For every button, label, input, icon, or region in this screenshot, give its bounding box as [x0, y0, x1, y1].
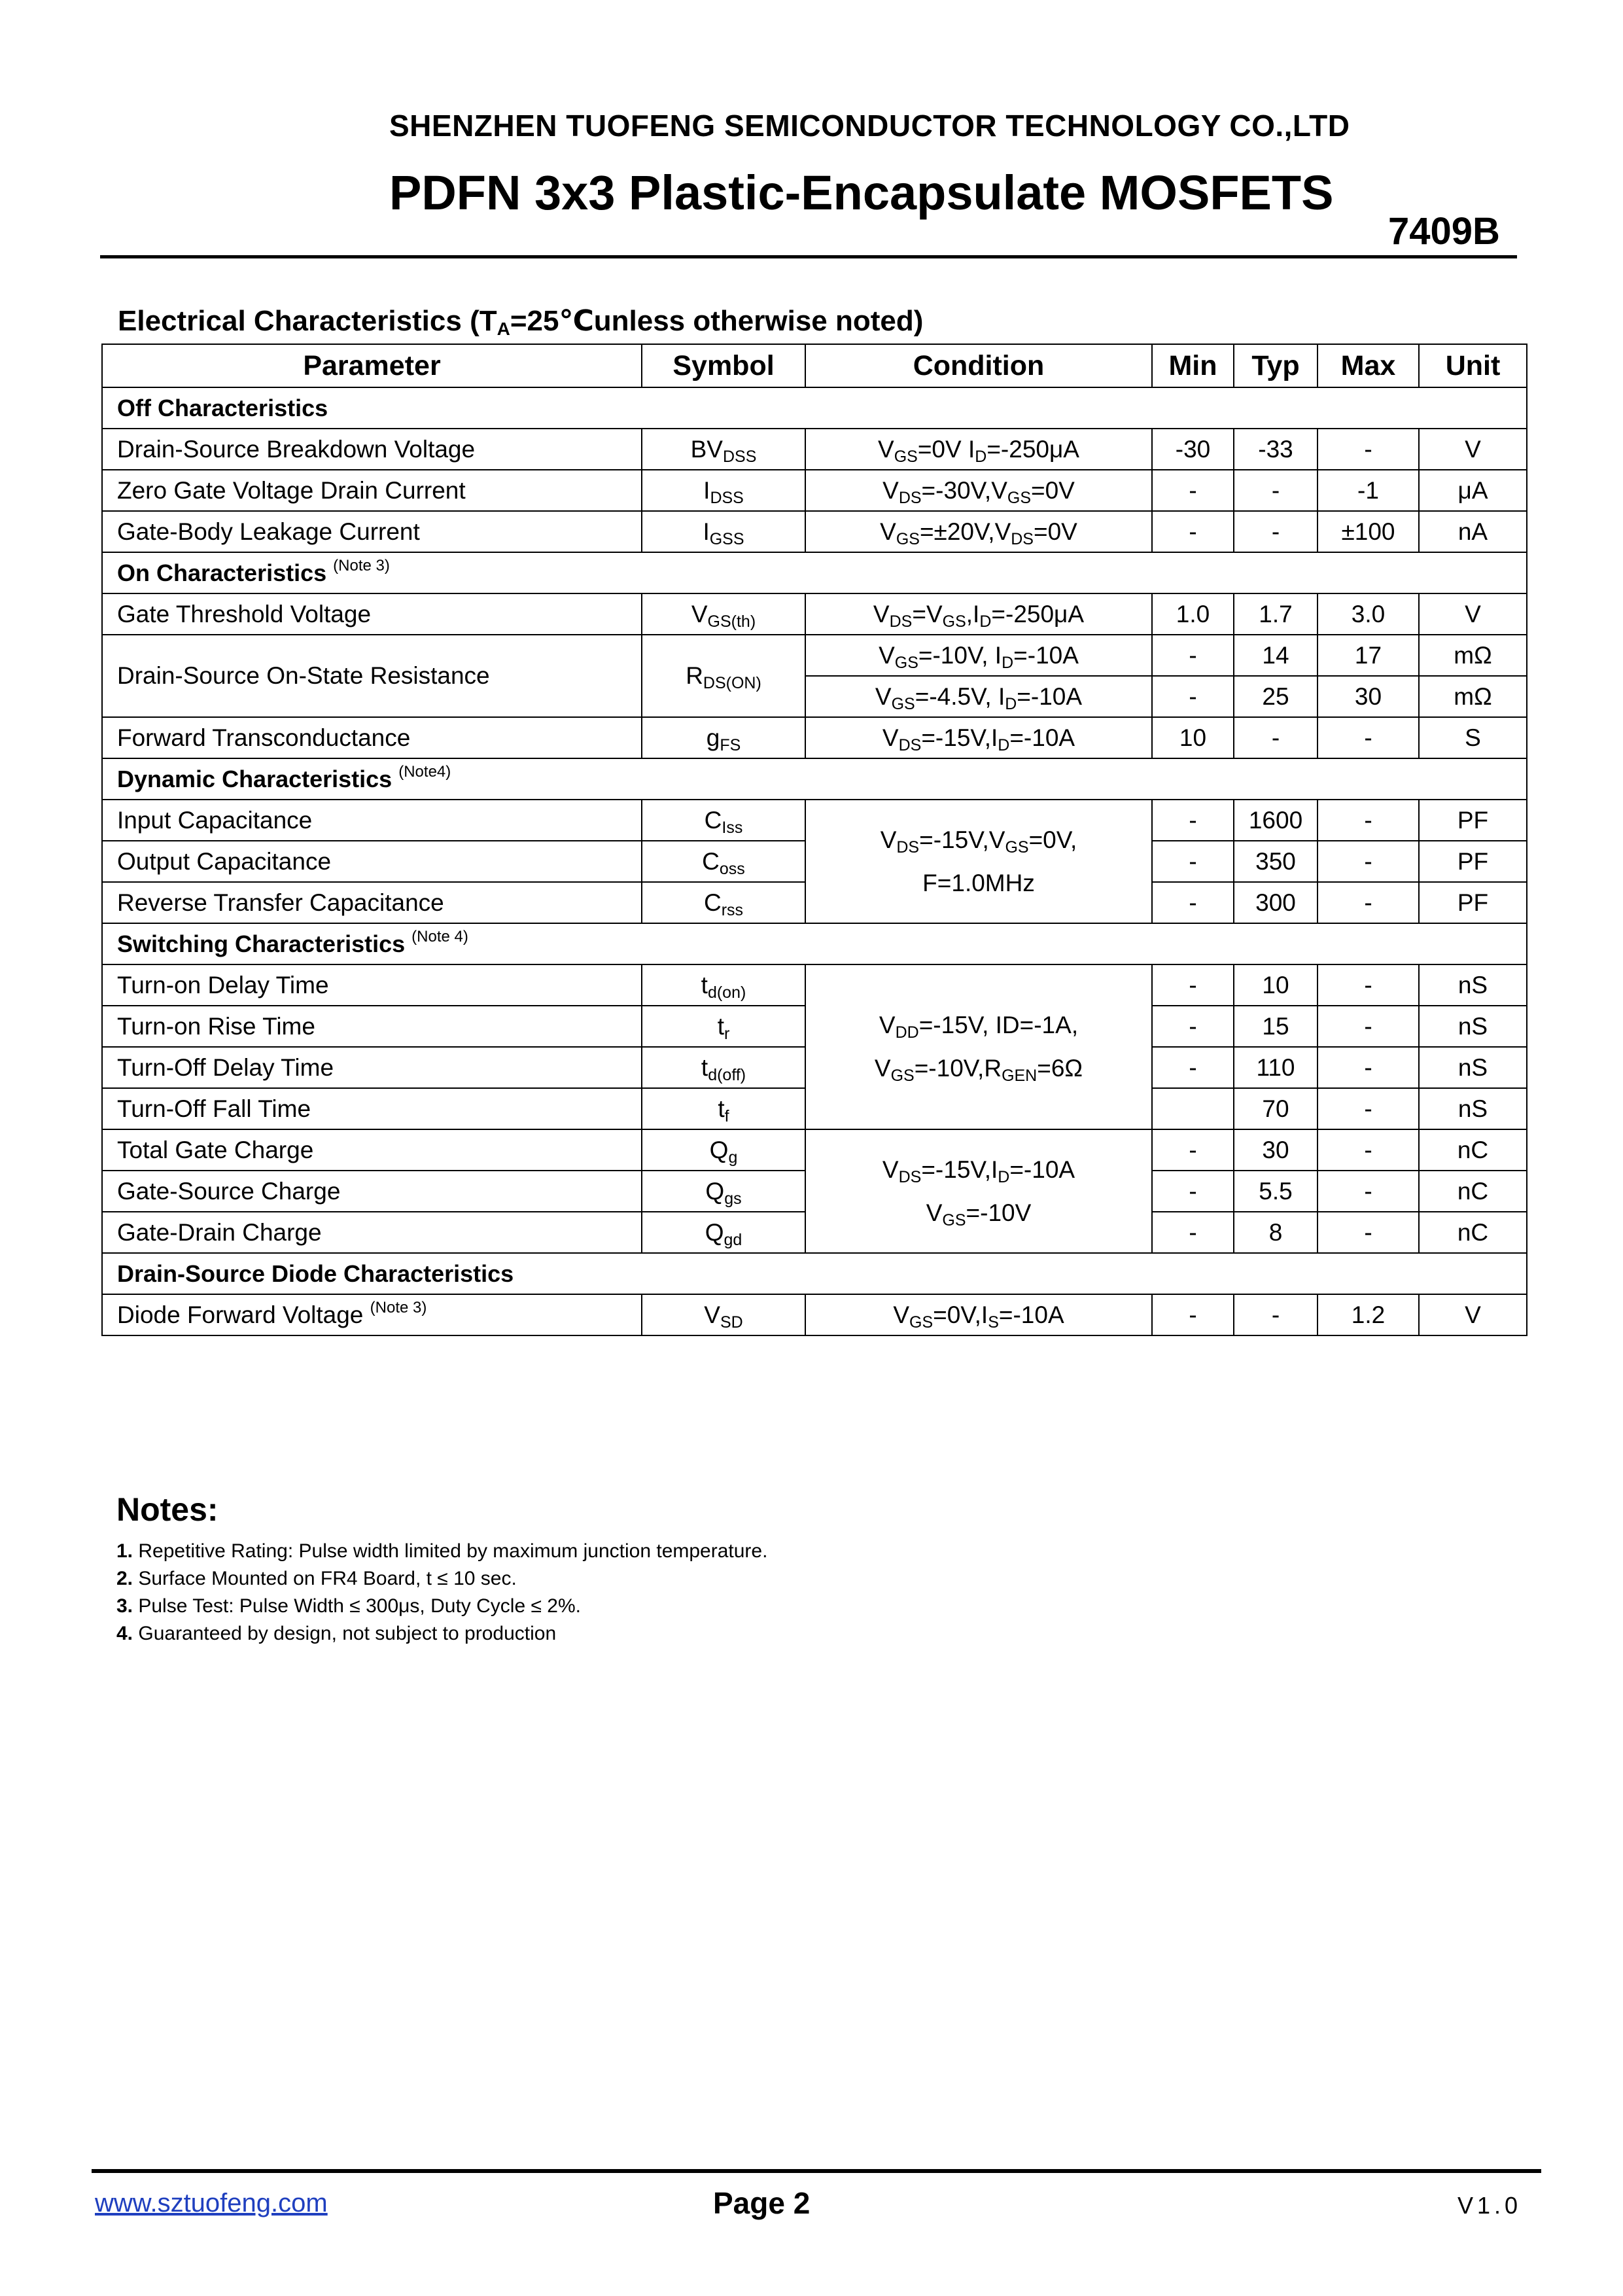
param-cell: Zero Gate Voltage Drain Current [102, 470, 642, 511]
symbol-cell: $C_{oss}$ [642, 841, 805, 882]
min-cell: - [1152, 1171, 1234, 1212]
unit-cell: nC [1419, 1171, 1527, 1212]
param-cell: Turn-Off Fall Time [102, 1088, 642, 1129]
unit-cell: PF [1419, 800, 1527, 841]
section-label: Drain-Source Diode Characteristics [102, 1253, 1527, 1294]
unit-cell: nS [1419, 1088, 1527, 1129]
section-label: Switching Characteristics $^{(Note 4)}$ [102, 923, 1527, 964]
min-cell: - [1152, 1047, 1234, 1088]
table-row [102, 635, 1527, 676]
typ-cell: - [1234, 511, 1318, 552]
typ-cell: 110 [1234, 1047, 1318, 1088]
min-cell: - [1152, 964, 1234, 1006]
header-typ: Typ [1234, 344, 1318, 387]
param-cell: Diode Forward Voltage $^{(Note 3)}$ [102, 1294, 642, 1335]
list-item: 4. Guaranteed by design, not subject to production [116, 1623, 557, 1644]
notes-list [116, 1538, 767, 1648]
symbol-cell: $t_r$ [642, 1006, 805, 1047]
param-cell: Turn-on Rise Time [102, 1006, 642, 1047]
param-cell: Turn-Off Delay Time [102, 1047, 642, 1088]
min-cell: - [1152, 635, 1234, 676]
symbol-cell: $C_{rss}$ [642, 882, 805, 923]
max-cell: 17 [1318, 635, 1419, 676]
unit-cell: PF [1419, 841, 1527, 882]
param-cell: Gate-Body Leakage Current [102, 511, 642, 552]
param-cell: Drain-Source On-State Resistance [102, 635, 642, 717]
product-title: PDFN 3x3 Plastic-Encapsulate MOSFETS [389, 166, 1334, 220]
condition-cell: $V_{DS}=V_{GS},I_D=-250\mu A$ [805, 593, 1152, 635]
min-cell: - [1152, 882, 1234, 923]
unit-cell: mΩ [1419, 676, 1527, 717]
max-cell: - [1318, 800, 1419, 841]
symbol-cell: $BV_{DSS}$ [642, 429, 805, 470]
header-parameter: Parameter [102, 344, 642, 387]
typ-cell: 10 [1234, 964, 1318, 1006]
symbol-cell: $Q_g$ [642, 1129, 805, 1171]
min-cell: - [1152, 841, 1234, 882]
condition-cell: $V_{DD}=-15V$, ID=-1A, $V_{GS}=-10V,R_{GEN}=6\Omega$ [805, 964, 1152, 1129]
typ-cell: 14 [1234, 635, 1318, 676]
max-cell: - [1318, 841, 1419, 882]
param-cell: Gate-Source Charge [102, 1171, 642, 1212]
condition-cell: $V_{DS}=-30V,V_{GS}=0V$ [805, 470, 1152, 511]
table-row [102, 593, 1527, 635]
table-row [102, 800, 1527, 841]
symbol-cell: $I_{GSS}$ [642, 511, 805, 552]
condition-cell: $V_{GS}=-4.5V$, $I_D=-10A$ [805, 676, 1152, 717]
param-cell: Drain-Source Breakdown Voltage [102, 429, 642, 470]
max-cell: - [1318, 1047, 1419, 1088]
symbol-cell: $t_f$ [642, 1088, 805, 1129]
typ-cell: 1600 [1234, 800, 1318, 841]
param-cell: Gate Threshold Voltage [102, 593, 642, 635]
min-cell: 1.0 [1152, 593, 1234, 635]
unit-cell: V [1419, 429, 1527, 470]
section-row-on [102, 552, 1527, 593]
min-cell: - [1152, 470, 1234, 511]
max-cell: -1 [1318, 470, 1419, 511]
max-cell: - [1318, 1171, 1419, 1212]
symbol-cell: $I_{DSS}$ [642, 470, 805, 511]
header-condition: Condition [805, 344, 1152, 387]
symbol-cell: $R_{DS(ON)}$ [642, 635, 805, 717]
typ-cell: - [1234, 470, 1318, 511]
typ-cell: 350 [1234, 841, 1318, 882]
table-row [102, 1129, 1527, 1171]
unit-cell: S [1419, 717, 1527, 758]
section-label: Dynamic Characteristics $^{(Note4)}$ [102, 758, 1527, 800]
max-cell: 3.0 [1318, 593, 1419, 635]
max-cell: - [1318, 717, 1419, 758]
max-cell: 1.2 [1318, 1294, 1419, 1335]
section-title: Electrical Characteristics ($T_A=25℃unless$ otherwise noted) [118, 305, 924, 339]
symbol-cell: $V_{GS(th)}$ [642, 593, 805, 635]
section-row-off [102, 387, 1527, 429]
typ-cell: 5.5 [1234, 1171, 1318, 1212]
unit-cell: V [1419, 1294, 1527, 1335]
typ-cell: 70 [1234, 1088, 1318, 1129]
table-row [102, 429, 1527, 470]
condition-cell: $V_{GS}=0V,I_S=-10A$ [805, 1294, 1152, 1335]
min-cell: -30 [1152, 429, 1234, 470]
unit-cell: PF [1419, 882, 1527, 923]
condition-cell: $V_{DS}=-15V,I_D=-10A$ $V_{GS}=-10V$ [805, 1129, 1152, 1253]
section-row-diode [102, 1253, 1527, 1294]
header-min: Min [1152, 344, 1234, 387]
header-unit: Unit [1419, 344, 1527, 387]
electrical-characteristics-table [101, 344, 1527, 1336]
min-cell: - [1152, 676, 1234, 717]
param-cell: Total Gate Charge [102, 1129, 642, 1171]
min-cell [1152, 1088, 1234, 1129]
condition-cell: $V_{GS}=-10V$, $I_D=-10A$ [805, 635, 1152, 676]
symbol-cell: $g_{FS}$ [642, 717, 805, 758]
condition-cell: $V_{DS}=-15V,I_D=-10A$ [805, 717, 1152, 758]
max-cell: - [1318, 882, 1419, 923]
table-row [102, 511, 1527, 552]
condition-cell: $V_{GS}=\pm 20V,V_{DS}=0V$ [805, 511, 1152, 552]
unit-cell: V [1419, 593, 1527, 635]
param-cell: Reverse Transfer Capacitance [102, 882, 642, 923]
header-max: Max [1318, 344, 1419, 387]
list-item: 3. Pulse Test: Pulse Width ≤ 300μs, Duty Cycle ≤ 2%. [116, 1595, 581, 1617]
section-label: On Characteristics $^{(Note 3)}$ [102, 552, 1527, 593]
unit-cell: nC [1419, 1212, 1527, 1253]
condition-cell: $V_{GS}=0V$ $I_D=-250\mu A$ [805, 429, 1152, 470]
symbol-cell: $V_{SD}$ [642, 1294, 805, 1335]
unit-cell: nS [1419, 964, 1527, 1006]
unit-cell: μA [1419, 470, 1527, 511]
max-cell: - [1318, 1212, 1419, 1253]
max-cell: - [1318, 429, 1419, 470]
section-row-dynamic [102, 758, 1527, 800]
typ-cell: - [1234, 1294, 1318, 1335]
symbol-cell: $t_{d(on)}$ [642, 964, 805, 1006]
section-row-switching [102, 923, 1527, 964]
param-cell: Output Capacitance [102, 841, 642, 882]
header-rule [100, 255, 1517, 258]
min-cell: - [1152, 1129, 1234, 1171]
symbol-cell: $Q_{gd}$ [642, 1212, 805, 1253]
min-cell: - [1152, 511, 1234, 552]
param-cell: Gate-Drain Charge [102, 1212, 642, 1253]
table-row [102, 1294, 1527, 1335]
typ-cell: 30 [1234, 1129, 1318, 1171]
section-label: Off Characteristics [102, 387, 1527, 429]
unit-cell: nC [1419, 1129, 1527, 1171]
table-row [102, 470, 1527, 511]
condition-cell: $V_{DS}=-15V,V_{GS}=0V$, F=1.0MHz [805, 800, 1152, 923]
symbol-cell: $C_{Iss}$ [642, 800, 805, 841]
min-cell: - [1152, 1294, 1234, 1335]
header-symbol: Symbol [642, 344, 805, 387]
footer-rule [92, 2169, 1541, 2173]
website-link[interactable]: www.sztuofeng.com [95, 2189, 328, 2217]
symbol-cell: $t_{d(off)}$ [642, 1047, 805, 1088]
max-cell: ±100 [1318, 511, 1419, 552]
symbol-cell: $Q_{gs}$ [642, 1171, 805, 1212]
max-cell: - [1318, 1129, 1419, 1171]
typ-cell: 8 [1234, 1212, 1318, 1253]
typ-cell: 25 [1234, 676, 1318, 717]
unit-cell: nS [1419, 1006, 1527, 1047]
unit-cell: nS [1419, 1047, 1527, 1088]
page-number: Page 2 [713, 2186, 811, 2220]
unit-cell: mΩ [1419, 635, 1527, 676]
typ-cell: -33 [1234, 429, 1318, 470]
list-item: 1. Repetitive Rating: Pulse width limited by maximum junction temperature. [116, 1540, 768, 1562]
table-header-row [102, 344, 1527, 387]
typ-cell: 300 [1234, 882, 1318, 923]
min-cell: - [1152, 1006, 1234, 1047]
param-cell: Turn-on Delay Time [102, 964, 642, 1006]
max-cell: - [1318, 1006, 1419, 1047]
typ-cell: 15 [1234, 1006, 1318, 1047]
table-row [102, 964, 1527, 1006]
max-cell: - [1318, 964, 1419, 1006]
max-cell: 30 [1318, 676, 1419, 717]
param-cell: Input Capacitance [102, 800, 642, 841]
version-label: V1.0 [1457, 2192, 1522, 2219]
min-cell: - [1152, 1212, 1234, 1253]
company-name: SHENZHEN TUOFENG SEMICONDUCTOR TECHNOLOGY CO.,LTD [389, 109, 1350, 143]
min-cell: 10 [1152, 717, 1234, 758]
table-row [102, 717, 1527, 758]
typ-cell: - [1234, 717, 1318, 758]
list-item: 2. Surface Mounted on FR4 Board, t ≤ 10 sec. [116, 1568, 517, 1589]
min-cell: - [1152, 800, 1234, 841]
param-cell: Forward Transconductance [102, 717, 642, 758]
max-cell: - [1318, 1088, 1419, 1129]
notes-title: Notes: [116, 1491, 218, 1528]
unit-cell: nA [1419, 511, 1527, 552]
part-number: 7409B [1388, 210, 1500, 253]
typ-cell: 1.7 [1234, 593, 1318, 635]
